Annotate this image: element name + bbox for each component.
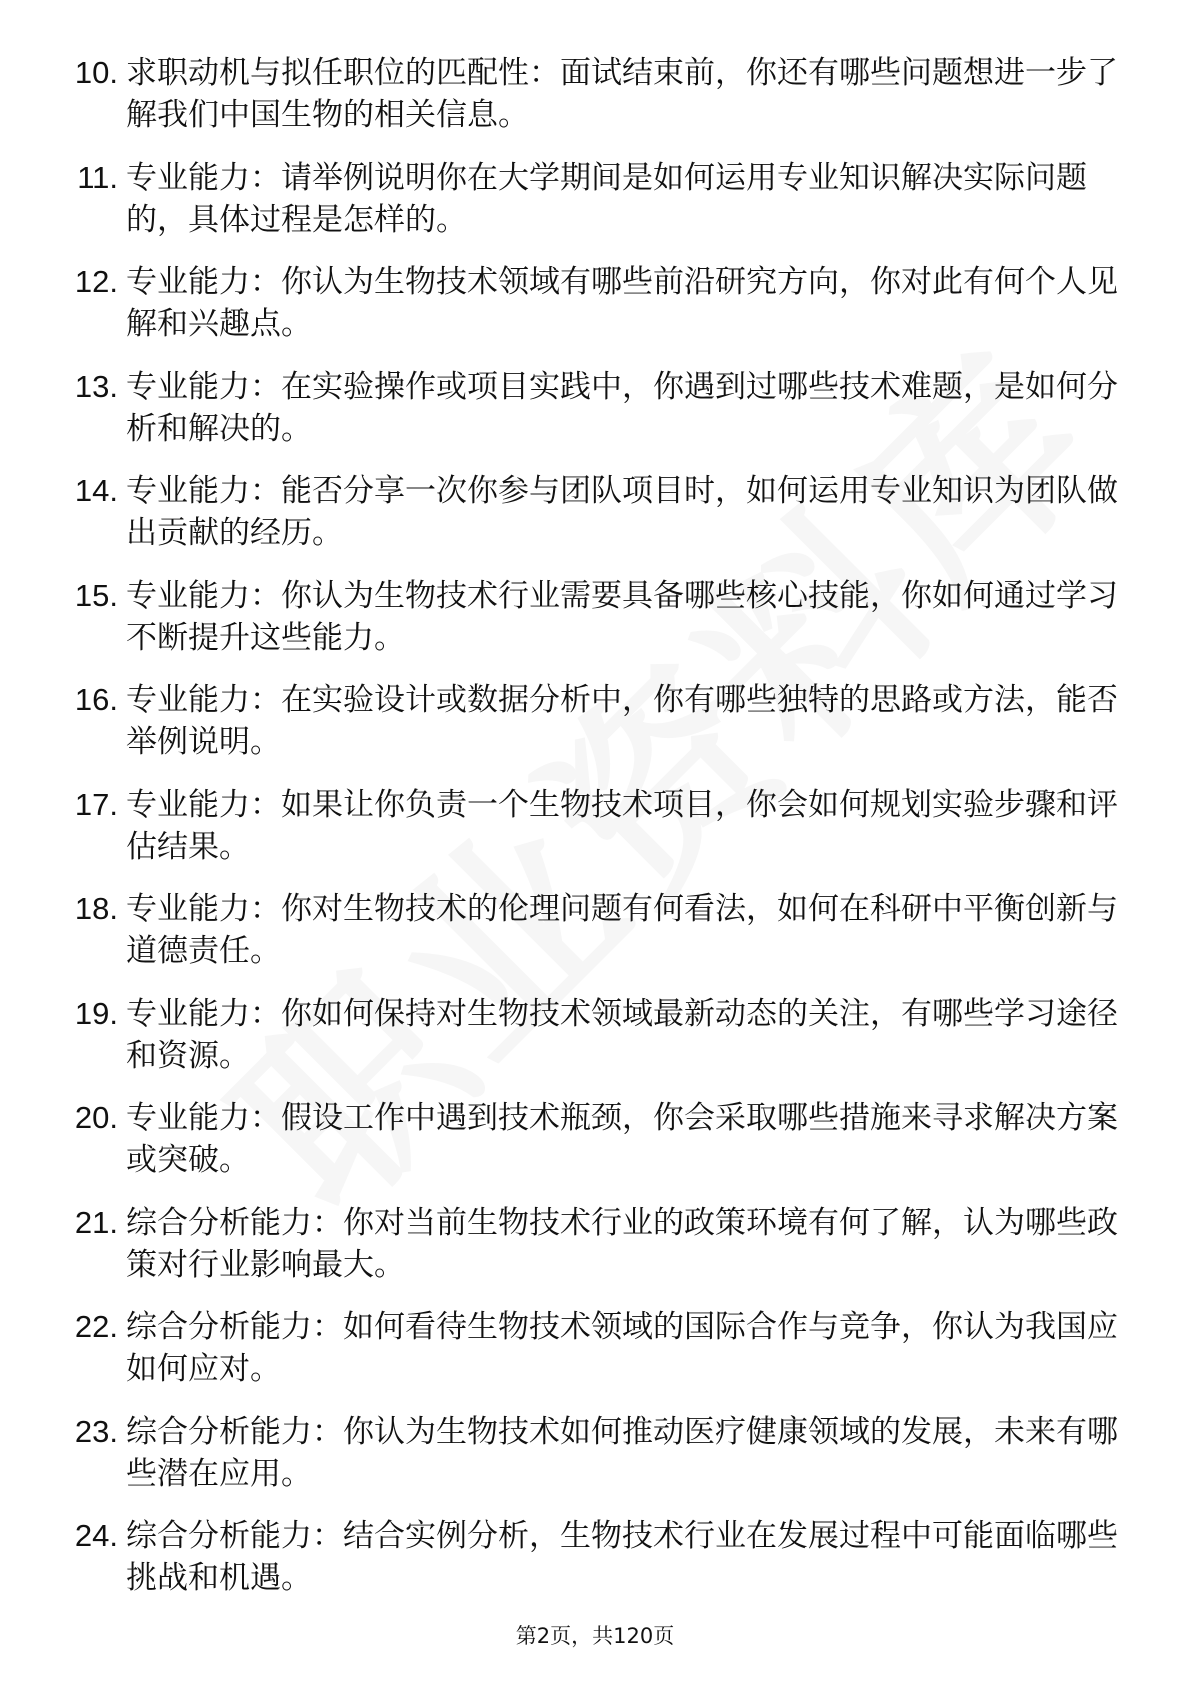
question-text: 专业能力：假设工作中遇到技术瓶颈，你会采取哪些措施来寻求解决方案或突破。 xyxy=(126,1100,1118,1178)
question-number: 17. xyxy=(74,786,118,822)
question-number: 15. xyxy=(74,577,118,613)
question-list xyxy=(60,52,1120,1620)
question-number: 24. xyxy=(74,1518,118,1553)
list-item xyxy=(60,1411,1120,1516)
question-text: 专业能力：你如何保持对生物技术领域最新动态的关注，有哪些学习途径和资源。 xyxy=(126,995,1118,1074)
question-number: 11. xyxy=(77,159,118,195)
question-number: 13. xyxy=(74,368,118,404)
list-item xyxy=(60,993,1120,1098)
list-item xyxy=(60,1306,1120,1411)
question-text: 综合分析能力：结合实例分析，生物技术行业在发展过程中可能面临哪些挑战和机遇。 xyxy=(126,1518,1118,1596)
question-text: 专业能力：请举例说明你在大学期间是如何运用专业知识解决实际问题的，具体过程是怎样的。 xyxy=(126,159,1087,238)
list-item xyxy=(60,157,1120,262)
question-text: 综合分析能力：你对当前生物技术行业的政策环境有何了解，认为哪些政策对行业影响最大。 xyxy=(126,1204,1118,1283)
question-text: 综合分析能力：你认为生物技术如何推动医疗健康领域的发展，未来有哪些潜在应用。 xyxy=(126,1413,1118,1492)
question-text: 专业能力：如果让你负责一个生物技术项目，你会如何规划实验步骤和评估结果。 xyxy=(126,786,1118,865)
list-item xyxy=(60,1515,1120,1620)
question-number: 16. xyxy=(74,682,118,717)
list-item xyxy=(60,1097,1120,1202)
list-item xyxy=(60,679,1120,784)
question-text: 专业能力：你对生物技术的伦理问题有何看法，如何在科研中平衡创新与道德责任。 xyxy=(126,891,1118,969)
question-number: 23. xyxy=(74,1413,118,1449)
question-text: 专业能力：你认为生物技术行业需要具备哪些核心技能，你如何通过学习不断提升这些能力。 xyxy=(126,577,1118,656)
question-number: 22. xyxy=(74,1309,118,1344)
question-number: 10. xyxy=(74,55,118,90)
question-number: 18. xyxy=(74,891,118,926)
list-item xyxy=(60,784,1120,889)
question-text: 专业能力：在实验操作或项目实践中，你遇到过哪些技术难题，是如何分析和解决的。 xyxy=(126,368,1118,447)
question-number: 20. xyxy=(74,1100,118,1135)
question-number: 21. xyxy=(74,1204,118,1240)
list-item xyxy=(60,261,1120,366)
list-item xyxy=(60,366,1120,471)
list-item xyxy=(60,470,1120,575)
question-number: 12. xyxy=(74,264,118,299)
list-item xyxy=(60,575,1120,680)
question-text: 专业能力：能否分享一次你参与团队项目时，如何运用专业知识为团队做出贡献的经历。 xyxy=(126,473,1118,551)
list-item xyxy=(60,1202,1120,1307)
question-text: 专业能力：你认为生物技术领域有哪些前沿研究方向，你对此有何个人见解和兴趣点。 xyxy=(126,264,1118,342)
question-text: 综合分析能力：如何看待生物技术领域的国际合作与竞争，你认为我国应如何应对。 xyxy=(126,1309,1118,1387)
page-number-footer: 第2页，共120页 xyxy=(515,1624,675,1648)
question-text: 求职动机与拟任职位的匹配性：面试结束前，你还有哪些问题想进一步了解我们中国生物的相关信息。 xyxy=(126,55,1118,133)
question-number: 14. xyxy=(74,473,118,508)
question-text: 专业能力：在实验设计或数据分析中，你有哪些独特的思路或方法，能否举例说明。 xyxy=(126,682,1118,760)
list-item xyxy=(60,52,1120,157)
question-number: 19. xyxy=(74,995,118,1031)
list-item xyxy=(60,888,1120,993)
